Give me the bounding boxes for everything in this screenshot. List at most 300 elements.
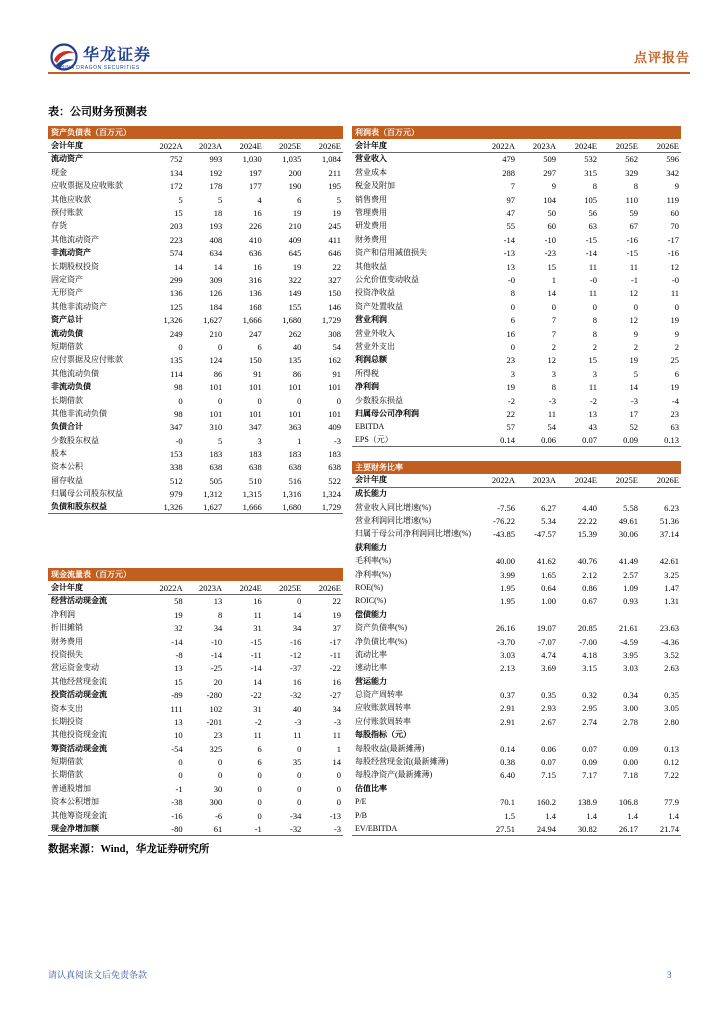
table-row — [48, 166, 343, 179]
row-label: 营业收入同比增速(%) — [355, 502, 431, 512]
row-value: 1,729 — [321, 315, 341, 326]
row-value: 150 — [328, 288, 341, 299]
row-value: 211 — [328, 167, 341, 178]
row-label: 其他投资现金流 — [51, 730, 107, 740]
row-value: 197 — [249, 167, 262, 178]
row-value: 223 — [169, 234, 183, 245]
row-value: 2.95 — [582, 703, 597, 714]
row-value: 57 — [506, 422, 515, 433]
row-value: 0 — [257, 770, 262, 781]
row-value: 12 — [670, 261, 679, 272]
row-value: -13 — [329, 810, 341, 821]
row-value: 226 — [249, 221, 262, 232]
row-value: 1,316 — [282, 489, 302, 500]
row-label: 资本公积增加 — [51, 797, 99, 807]
row-value: 14 — [292, 609, 302, 620]
section-row — [352, 488, 681, 501]
row-value: 1,315 — [242, 489, 262, 500]
row-label: 每股经营现金流(最新摊薄) — [355, 757, 449, 767]
row-value: 1,680 — [282, 502, 302, 513]
table-row — [352, 742, 681, 755]
row-value: 183 — [249, 449, 262, 460]
row-value: 1,035 — [282, 154, 302, 165]
table-row — [352, 434, 681, 447]
table-row — [352, 394, 681, 407]
table-row — [352, 702, 681, 715]
row-label: 资产负债率(%) — [355, 623, 407, 633]
row-value: 3.52 — [664, 649, 679, 660]
row-label: 投资损失 — [51, 649, 83, 659]
row-value: 70 — [670, 221, 679, 232]
row-value: 0 — [336, 783, 341, 794]
row-value: 0 — [217, 395, 223, 406]
row-value: 1,729 — [321, 502, 341, 513]
row-value: 1,666 — [242, 315, 262, 326]
row-value: 10 — [174, 730, 183, 741]
row-value: 32 — [174, 623, 183, 634]
table-row — [352, 555, 681, 568]
row-label: 流动负债 — [51, 328, 83, 338]
brand-subtitle: CHINA DRAGON SECURITIES — [56, 65, 140, 71]
row-value: 2 — [674, 341, 679, 352]
row-value: 0.35 — [664, 690, 679, 701]
row-value: 126 — [209, 288, 223, 299]
row-value: 1.31 — [664, 596, 679, 607]
row-value: -7.00 — [579, 636, 597, 647]
row-label: 其他经营现金流 — [51, 676, 107, 686]
row-value: 55 — [506, 221, 515, 232]
row-value: -3 — [333, 435, 341, 446]
row-value: -43.85 — [493, 529, 515, 540]
row-value: 63 — [588, 221, 597, 232]
row-value: 1,030 — [242, 154, 262, 165]
row-label: 存货 — [51, 221, 67, 231]
row-value: -0 — [507, 274, 515, 285]
row-value: -0 — [671, 274, 679, 285]
row-value: 2 — [633, 341, 638, 352]
row-value: 42.61 — [659, 556, 679, 567]
table-row — [48, 608, 343, 621]
row-value: 9 — [633, 328, 638, 339]
row-value: 7.18 — [623, 770, 638, 781]
row-value: 136 — [249, 288, 262, 299]
row-value: -1 — [175, 783, 183, 794]
row-value: 0.06 — [541, 435, 556, 446]
column-header-year: 2024E — [574, 475, 597, 486]
row-value: 4 — [257, 194, 262, 205]
row-value: 1.5 — [504, 810, 515, 821]
row-value: 111 — [170, 703, 183, 714]
section-row — [352, 729, 681, 742]
row-value: 59 — [629, 208, 638, 219]
row-value: 0.09 — [623, 743, 638, 754]
row-value: 347 — [169, 422, 183, 433]
section-row — [352, 675, 681, 688]
row-value: 203 — [169, 221, 183, 232]
row-value: 168 — [249, 301, 262, 312]
row-value: 3.99 — [500, 569, 515, 580]
row-value: 752 — [169, 154, 183, 165]
row-value: 1.09 — [623, 582, 638, 593]
row-value: 4.40 — [582, 502, 597, 513]
row-value: 0.14 — [500, 435, 515, 446]
row-label: 净利润 — [355, 382, 379, 392]
row-label: 营业外支出 — [355, 341, 395, 351]
row-value: -1 — [254, 823, 262, 834]
row-value: 0 — [297, 783, 302, 794]
row-label: 营运资金变动 — [51, 663, 99, 673]
row-value: 411 — [328, 234, 341, 245]
row-value: -14 — [585, 248, 597, 259]
row-value: 7.22 — [664, 770, 679, 781]
row-value: 1,312 — [203, 489, 223, 500]
row-value: 297 — [543, 167, 556, 178]
row-value: 3.25 — [664, 569, 679, 580]
row-value: 23.63 — [659, 623, 679, 634]
row-value: 19 — [292, 208, 302, 219]
row-label: 财务费用 — [355, 234, 387, 244]
row-value: 1 — [336, 743, 341, 754]
row-value: 2.67 — [541, 716, 556, 727]
row-value: 342 — [666, 167, 679, 178]
row-value: 6 — [257, 341, 262, 352]
row-label: ROIC(%) — [355, 596, 387, 606]
row-value: 1.4 — [545, 810, 556, 821]
row-label: 公允价值变动收益 — [355, 274, 419, 284]
row-value: 19 — [332, 208, 341, 219]
row-value: 7.15 — [541, 770, 556, 781]
column-header-year: 2024E — [239, 140, 262, 151]
row-value: 11 — [588, 261, 597, 272]
row-value: 63 — [670, 422, 679, 433]
row-value: 21.61 — [618, 623, 638, 634]
row-value: 14 — [629, 382, 638, 393]
row-value: 210 — [209, 328, 223, 339]
row-value: 3.00 — [623, 703, 638, 714]
row-value: 0.34 — [623, 690, 638, 701]
table-row — [48, 327, 343, 340]
row-value: 5 — [217, 194, 223, 205]
row-value: 8 — [510, 288, 515, 299]
row-label: 短期借款 — [51, 757, 83, 767]
table-row — [352, 581, 681, 594]
row-value: 98 — [174, 408, 183, 419]
left-column — [48, 126, 343, 836]
row-label: 其他筹资现金流 — [51, 810, 107, 820]
financial-ratios-table — [352, 461, 681, 836]
row-value: 3 — [592, 368, 597, 379]
row-value: 0.93 — [623, 596, 638, 607]
row-label: 流动资产 — [51, 154, 83, 164]
column-header-year: 2023A — [532, 475, 556, 486]
row-value: 262 — [288, 328, 302, 339]
row-value: -25 — [210, 663, 223, 674]
table-row — [48, 434, 343, 447]
row-label: 其他流动负债 — [51, 368, 99, 378]
row-value: 505 — [209, 475, 223, 486]
row-value: 20 — [213, 676, 223, 687]
row-label: 成长能力 — [355, 489, 387, 499]
row-label: 负债和股东权益 — [51, 502, 107, 512]
row-value: 40.76 — [577, 556, 597, 567]
row-label: 应付票据及应付账款 — [51, 355, 123, 365]
row-value: 101 — [209, 382, 223, 393]
row-value: 0 — [336, 770, 341, 781]
table-row — [48, 247, 343, 260]
row-value: 60 — [547, 221, 556, 232]
row-label: 普通股增加 — [51, 783, 91, 793]
row-value: 15 — [174, 208, 183, 219]
row-value: -12 — [290, 649, 302, 660]
row-value: 6 — [257, 757, 262, 768]
row-value: -17 — [329, 636, 341, 647]
row-value: 12 — [629, 315, 638, 326]
row-value: -11 — [329, 649, 341, 660]
table-row — [352, 595, 681, 608]
row-value: 16 — [506, 328, 515, 339]
row-value: -10 — [210, 636, 223, 647]
row-value: 16 — [253, 596, 262, 607]
table-row — [48, 474, 343, 487]
row-value: 3.95 — [623, 649, 638, 660]
row-value: 150 — [249, 355, 262, 366]
row-value: 1,627 — [203, 315, 223, 326]
row-value: 638 — [288, 462, 302, 473]
row-value: 3 — [510, 368, 515, 379]
row-label: ROE(%) — [355, 582, 383, 592]
row-value: 16 — [332, 676, 341, 687]
row-value: 12 — [629, 288, 638, 299]
row-value: 408 — [209, 234, 223, 245]
table-row — [352, 796, 681, 809]
row-value: 134 — [169, 167, 183, 178]
table-row — [352, 662, 681, 675]
row-value: 1,326 — [163, 502, 183, 513]
row-value: 3.03 — [500, 649, 515, 660]
row-value: 11 — [588, 382, 597, 393]
row-value: -47.57 — [534, 529, 556, 540]
row-value: 14 — [213, 261, 223, 272]
row-label: 长期股权投资 — [51, 261, 99, 271]
row-value: 51.36 — [659, 516, 679, 527]
data-source-note: 数据来源：Wind，华龙证券研究所 — [48, 844, 210, 855]
row-label: 归属于母公司净利润同比增速(%) — [355, 529, 471, 539]
column-header-year: 2026E — [318, 582, 341, 593]
row-value: 3.69 — [541, 663, 556, 674]
row-value: 24.94 — [536, 823, 556, 834]
row-label: 资本支出 — [51, 703, 83, 713]
row-label: 净负债比率(%) — [355, 636, 407, 646]
row-value: 1.4 — [627, 810, 638, 821]
row-value: -3 — [333, 716, 341, 727]
column-header-year: 2025E — [615, 140, 638, 151]
row-value: 105 — [584, 194, 597, 205]
row-value: 0.07 — [582, 435, 597, 446]
table-row — [352, 514, 681, 527]
row-value: 1,680 — [282, 315, 302, 326]
row-value: 0.67 — [582, 596, 597, 607]
row-value: -0 — [589, 274, 597, 285]
row-value: 17 — [629, 408, 638, 419]
row-value: 0 — [674, 301, 679, 312]
row-value: -0 — [175, 435, 183, 446]
row-value: 138.9 — [577, 797, 597, 808]
row-label: 每股指标（元） — [355, 730, 411, 740]
column-header-label: 会计年度 — [51, 140, 83, 150]
row-value: 1.00 — [541, 596, 556, 607]
row-label: 现金净增加额 — [51, 823, 99, 833]
balance-sheet-title: 资产负债表（百万元） — [48, 126, 343, 139]
row-label: 总资产周转率 — [355, 690, 403, 700]
row-value: -2 — [507, 395, 515, 406]
table-row — [48, 595, 343, 608]
table-row — [48, 153, 343, 166]
section-row — [352, 608, 681, 621]
row-value: 338 — [169, 462, 183, 473]
column-header-row — [48, 581, 343, 594]
column-header-year: 2022A — [491, 475, 515, 486]
table-row — [48, 367, 343, 380]
row-value: -37 — [290, 663, 302, 674]
row-value: 0.06 — [541, 743, 556, 754]
row-value: -3 — [548, 395, 556, 406]
row-value: 0 — [510, 301, 515, 312]
table-row — [48, 809, 343, 822]
row-value: 14 — [332, 757, 341, 768]
table-row — [48, 394, 343, 407]
row-value: 979 — [169, 489, 183, 500]
row-value: -89 — [171, 690, 183, 701]
row-label: 利润总额 — [355, 355, 387, 365]
row-value: 0.09 — [623, 435, 638, 446]
row-value: 136 — [169, 288, 183, 299]
row-label: 经营活动现金流 — [51, 596, 107, 606]
row-label: 短期借款 — [51, 341, 83, 351]
row-value: 1.4 — [668, 810, 679, 821]
row-value: 13 — [588, 408, 597, 419]
row-value: 8 — [592, 328, 597, 339]
row-value: 2.80 — [664, 716, 679, 727]
row-value: 510 — [249, 475, 262, 486]
row-value: 993 — [209, 154, 223, 165]
row-value: 149 — [288, 288, 302, 299]
row-value: -201 — [206, 716, 223, 727]
row-value: 0 — [297, 770, 302, 781]
row-value: 509 — [543, 154, 556, 165]
row-label: 营业收入 — [355, 154, 387, 164]
row-value: 315 — [584, 167, 597, 178]
row-value: 0 — [178, 395, 183, 406]
table-row — [48, 407, 343, 420]
income-statement-title: 利润表（百万元） — [352, 126, 681, 139]
row-label: 其他非流动资产 — [51, 301, 107, 311]
table-row — [48, 313, 343, 326]
row-value: 8 — [592, 181, 597, 192]
row-label: 应付账款周转率 — [355, 716, 411, 726]
row-value: 7 — [551, 315, 556, 326]
row-value: 646 — [328, 248, 341, 259]
row-value: 512 — [169, 475, 183, 486]
row-value: 23 — [213, 730, 223, 741]
row-value: -54 — [171, 743, 183, 754]
row-value: 12 — [547, 355, 556, 366]
row-label: 所得税 — [355, 368, 379, 378]
row-value: 0 — [178, 757, 183, 768]
row-label: 营业利润同比增速(%) — [355, 516, 431, 526]
row-label: 预付账款 — [51, 208, 83, 218]
row-value: 2.74 — [582, 716, 597, 727]
row-value: 19 — [332, 609, 341, 620]
row-value: 31 — [253, 703, 262, 714]
row-value: 0 — [297, 797, 302, 808]
row-value: 532 — [584, 154, 597, 165]
table-row — [352, 501, 681, 514]
column-header-year: 2025E — [279, 140, 302, 151]
table-spacer — [352, 447, 681, 460]
column-header-year: 2023A — [532, 140, 556, 151]
row-value: 86 — [292, 368, 302, 379]
row-value: 0 — [297, 395, 302, 406]
row-value: 325 — [209, 743, 223, 754]
row-value: 183 — [209, 449, 223, 460]
page-number: 3 — [667, 970, 672, 980]
row-value: 146 — [328, 301, 341, 312]
row-value: -4 — [671, 395, 679, 406]
row-value: 49.61 — [618, 516, 638, 527]
column-header-year: 2026E — [656, 475, 679, 486]
cash-flow-title: 现金流量表（百万元） — [48, 568, 343, 581]
table-caption: 表：公司财务预测表 — [48, 106, 147, 118]
row-value: 210 — [288, 221, 302, 232]
row-value: 160.2 — [536, 797, 556, 808]
table-row — [48, 715, 343, 728]
section-row — [352, 782, 681, 795]
row-value: 184 — [209, 301, 223, 312]
row-value: 3.03 — [623, 663, 638, 674]
row-value: 3.05 — [664, 703, 679, 714]
row-value: 636 — [249, 248, 262, 259]
header-divider — [48, 72, 690, 74]
row-value: 5 — [178, 194, 183, 205]
row-value: 410 — [249, 234, 262, 245]
table-row — [352, 715, 681, 728]
row-value: 1.4 — [586, 810, 597, 821]
row-value: 200 — [288, 167, 302, 178]
row-value: 9 — [674, 328, 679, 339]
row-value: 124 — [209, 355, 223, 366]
row-value: 102 — [209, 703, 223, 714]
table-row — [48, 702, 343, 715]
row-value: 2.93 — [541, 703, 556, 714]
table-row — [352, 193, 681, 206]
row-value: -13 — [503, 248, 515, 259]
row-value: -3 — [630, 395, 638, 406]
row-value: 310 — [209, 422, 223, 433]
table-row — [48, 260, 343, 273]
row-value: 153 — [169, 449, 183, 460]
row-value: -17 — [667, 234, 679, 245]
table-row — [48, 488, 343, 501]
table-row — [352, 822, 681, 835]
row-value: 6 — [257, 743, 262, 754]
table-row — [48, 662, 343, 675]
row-value: -15 — [585, 234, 597, 245]
table-row — [48, 635, 343, 648]
row-value: 0.86 — [582, 582, 597, 593]
row-value: -14 — [503, 234, 515, 245]
row-value: -32 — [290, 823, 302, 834]
row-value: 574 — [169, 248, 183, 259]
